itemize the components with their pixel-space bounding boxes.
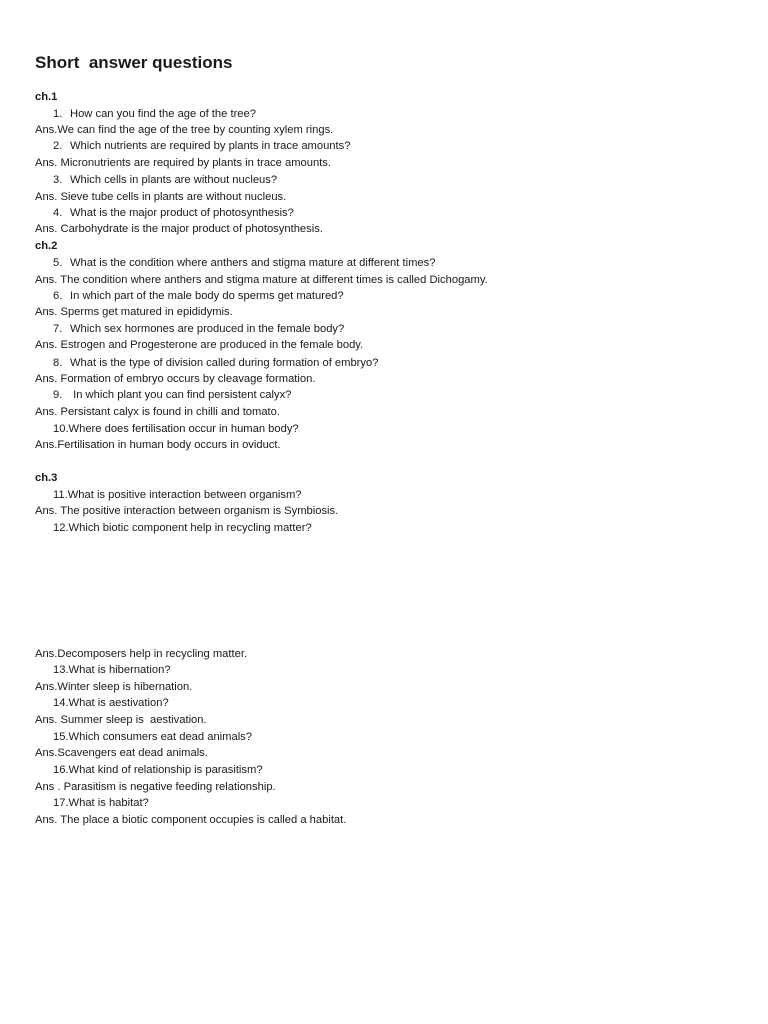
answer-15: Ans.Scavengers eat dead animals. bbox=[35, 747, 208, 759]
question-text: Which nutrients are required by plants in trace amounts? bbox=[70, 140, 351, 152]
question-number: 7. bbox=[53, 323, 63, 335]
question-number: 9. bbox=[53, 389, 63, 401]
chapter-heading-3: ch.3 bbox=[35, 472, 58, 484]
question-17: 17.What is habitat? bbox=[53, 797, 149, 809]
answer-4: Ans. Carbohydrate is the major product of photosynthesis. bbox=[35, 223, 323, 235]
question-8 bbox=[53, 356, 378, 370]
answer-13: Ans.Winter sleep is hibernation. bbox=[35, 681, 193, 693]
answer-1: Ans.We can find the age of the tree by counting xylem rings. bbox=[35, 124, 334, 136]
question-14: 14.What is aestivation? bbox=[53, 697, 169, 709]
answer-2: Ans. Micronutrients are required by plants in trace amounts. bbox=[35, 157, 331, 169]
question-10: 10.Where does fertilisation occur in human body? bbox=[53, 423, 299, 435]
question-6 bbox=[53, 289, 344, 303]
answer-5: Ans. The condition where anthers and stigma mature at different times is called Dichogamy. bbox=[35, 274, 488, 286]
answer-16: Ans . Parasitism is negative feeding relationship. bbox=[35, 781, 276, 793]
question-number: 5. bbox=[53, 257, 63, 269]
question-text: In which plant you can find persistent calyx? bbox=[70, 389, 292, 401]
question-1 bbox=[53, 107, 256, 121]
question-text: In which part of the male body do sperms get matured? bbox=[70, 290, 344, 302]
answer-7: Ans. Estrogen and Progesterone are produced in the female body. bbox=[35, 339, 364, 351]
answer-8: Ans. Formation of embryo occurs by cleavage formation. bbox=[35, 373, 316, 385]
question-16: 16.What kind of relationship is parasitism? bbox=[53, 764, 263, 776]
question-text: What is the major product of photosynthesis? bbox=[70, 207, 294, 219]
question-text: What is the condition where anthers and stigma mature at different times? bbox=[70, 257, 436, 269]
answer-17: Ans. The place a biotic component occupies is called a habitat. bbox=[35, 814, 347, 826]
question-number: 2. bbox=[53, 140, 63, 152]
question-2 bbox=[53, 139, 350, 153]
question-text: What is the type of division called during formation of embryo? bbox=[70, 357, 379, 369]
question-12: 12.Which biotic component help in recycling matter? bbox=[53, 522, 312, 534]
question-text: How can you find the age of the tree? bbox=[70, 108, 256, 120]
question-4 bbox=[53, 206, 294, 220]
answer-9: Ans. Persistant calyx is found in chilli and tomato. bbox=[35, 406, 280, 418]
question-number: 1. bbox=[53, 108, 63, 120]
answer-11: Ans. The positive interaction between organism is Symbiosis. bbox=[35, 505, 339, 517]
question-number: 3. bbox=[53, 174, 63, 186]
question-number: 6. bbox=[53, 290, 63, 302]
question-7 bbox=[53, 322, 344, 336]
question-5 bbox=[53, 256, 435, 270]
question-text: Which sex hormones are produced in the female body? bbox=[70, 323, 345, 335]
chapter-heading-1: ch.1 bbox=[35, 91, 58, 103]
question-15: 15.Which consumers eat dead animals? bbox=[53, 731, 252, 743]
answer-10: Ans.Fertilisation in human body occurs in oviduct. bbox=[35, 439, 281, 451]
question-3 bbox=[53, 173, 277, 187]
question-11: 11.What is positive interaction between organism? bbox=[53, 489, 302, 501]
chapter-heading-2: ch.2 bbox=[35, 240, 58, 252]
question-text: Which cells in plants are without nucleus? bbox=[70, 174, 278, 186]
question-9 bbox=[53, 388, 291, 402]
question-number: 8. bbox=[53, 357, 63, 369]
question-13: 13.What is hibernation? bbox=[53, 664, 171, 676]
answer-12: Ans.Decomposers help in recycling matter. bbox=[35, 648, 248, 660]
question-number: 4. bbox=[53, 207, 63, 219]
answer-14: Ans. Summer sleep is aestivation. bbox=[35, 714, 207, 726]
page-title: Short answer questions bbox=[35, 53, 233, 72]
answer-6: Ans. Sperms get matured in epididymis. bbox=[35, 306, 233, 318]
answer-3: Ans. Sieve tube cells in plants are without nucleus. bbox=[35, 191, 287, 203]
